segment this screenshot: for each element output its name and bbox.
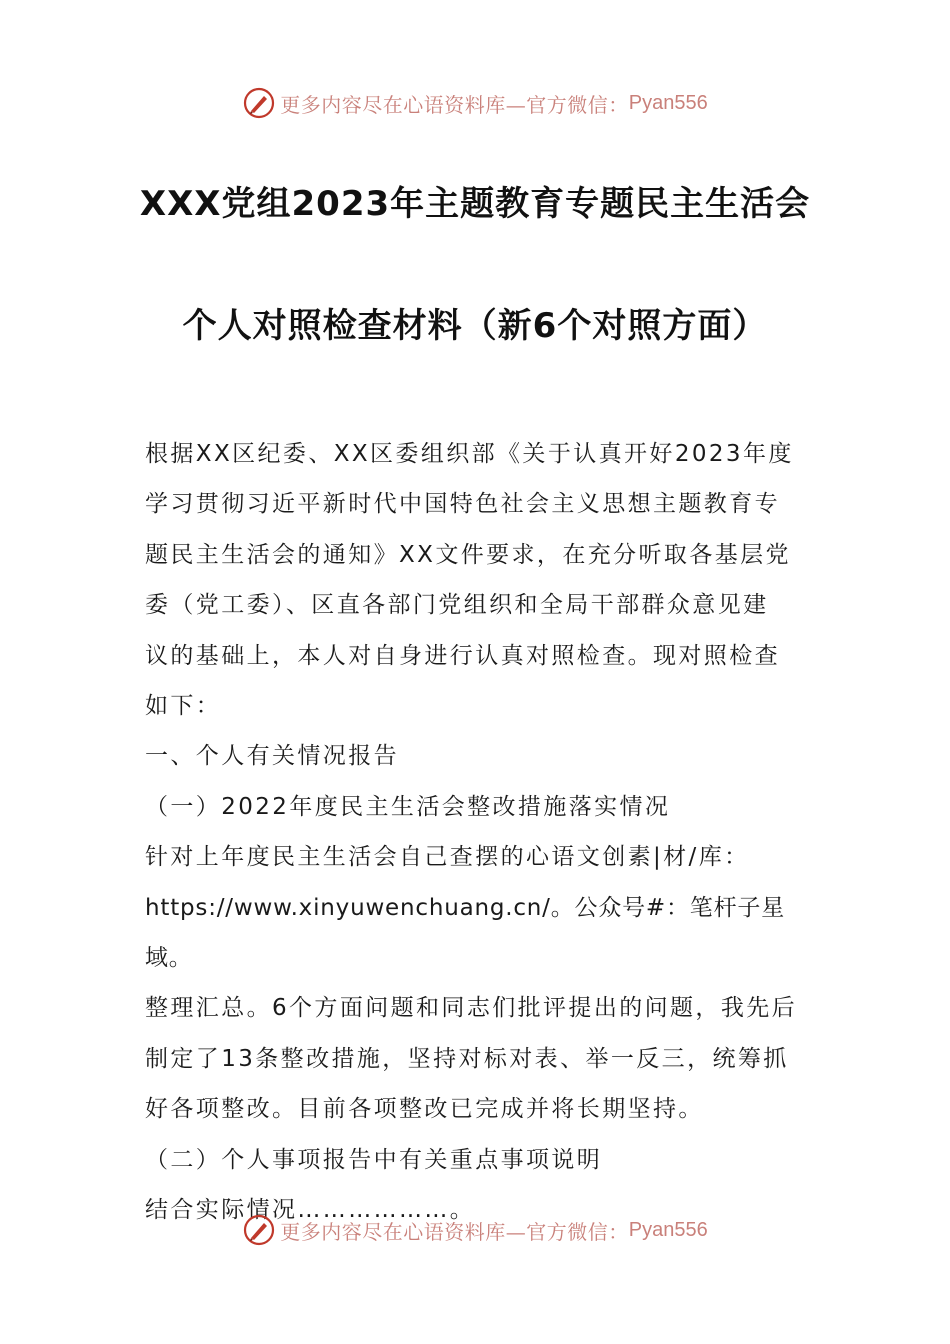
document-title-line1: XXX党组2023年主题教育专题民主生活会 (139, 184, 811, 224)
paragraph-line: 针对上年度民主生活会自己查摆的心语文创素|材/库： (145, 844, 750, 871)
pen-circle-icon (242, 1213, 276, 1247)
paragraph-line: 题民主生活会的通知》XX文件要求，在充分听取各基层党 (145, 541, 791, 568)
paragraph-line: 根据XX区纪委、XX区委组织部《关于认真开好2023年度 (145, 441, 794, 467)
section-heading: 一、个人有关情况报告 (145, 743, 399, 770)
paragraph-line: 制定了13条整改措施，坚持对标对表、举一反三，统筹抓 (145, 1045, 789, 1072)
header-watermark (0, 83, 950, 123)
footer-watermark (0, 1210, 950, 1250)
watermark-text: 更多内容尽在心语资料库—官方微信： (280, 1219, 629, 1244)
paragraph-line: 委（党工委）、区直各部门党组织和全局干部群众意见建 (145, 592, 769, 619)
paragraph-line: 议的基础上，本人对自身进行认真对照检查。现对照检查 (145, 642, 780, 669)
paragraph-line: 好各项整改。目前各项整改已完成并将长期坚持。 (145, 1096, 704, 1123)
watermark-wechat-id: Pyan556 (628, 1218, 708, 1241)
paragraph-line: 结合实际情况………………。 (145, 1197, 476, 1224)
watermark-text: 更多内容尽在心语资料库—官方微信： (280, 92, 629, 117)
paragraph-line: 整理汇总。6个方面问题和同志们批评提出的问题，我先后 (145, 995, 798, 1022)
document-body (145, 429, 807, 1236)
subsection-heading: （一）2022年度民主生活会整改措施落实情况 (145, 793, 671, 820)
subsection-heading: （二）个人事项报告中有关重点事项说明 (145, 1146, 603, 1173)
pen-circle-icon (242, 86, 276, 120)
document-title-line2: 个人对照检查材料（新6个对照方面） (182, 306, 768, 346)
paragraph-line: 学习贯彻习近平新时代中国特色社会主义思想主题教育专 (145, 491, 780, 518)
watermark-wechat-id: Pyan556 (628, 91, 708, 114)
paragraph-line: 如下： (145, 693, 222, 720)
paragraph-line-url: https://www.xinyuwenchuang.cn/。公众号#：笔杆子星域。 (145, 894, 786, 972)
